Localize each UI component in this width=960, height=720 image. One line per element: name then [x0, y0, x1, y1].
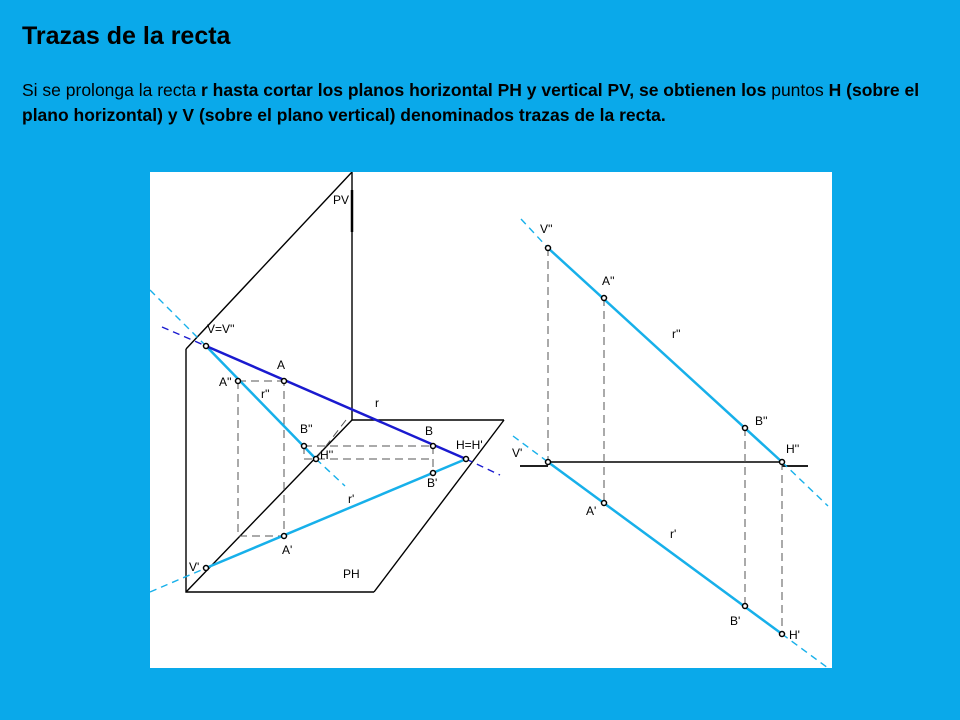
label-a1: A' [586, 504, 597, 518]
point-b1 [431, 471, 436, 476]
label-r1: r' [348, 492, 355, 506]
r2-dashed-end [782, 462, 828, 506]
label-b1: B' [730, 614, 741, 628]
r-extension-dashed [162, 327, 206, 346]
paragraph-text-4: H (sobre el plano horizontal) y V (sobre el plano vertical) denominados trazas de la recta. [22, 80, 920, 125]
label-b2: B'' [300, 422, 313, 436]
point-v1 [204, 566, 209, 571]
point-h2 [780, 460, 785, 465]
paragraph-text-3: puntos [766, 80, 829, 100]
page-title: Trazas de la recta [22, 22, 231, 50]
label-b2: B'' [755, 414, 768, 428]
paragraph-text-2: r hasta cortar los planos horizontal PH y vertical PV, se obtienen los [201, 80, 767, 100]
label-b1: B' [427, 476, 438, 490]
label-v2: V'' [540, 222, 553, 236]
ph-plane-right-edge [374, 420, 504, 592]
point-a [282, 379, 287, 384]
point-h1 [780, 632, 785, 637]
label-r2: r'' [672, 327, 681, 341]
r-extension-dashed-end [466, 459, 500, 475]
r-line [206, 346, 466, 459]
label-r2: r'' [261, 387, 270, 401]
label-a1: A' [282, 543, 293, 557]
point-a2 [236, 379, 241, 384]
description-paragraph [22, 78, 922, 128]
point-b1 [743, 604, 748, 609]
point-v1 [546, 460, 551, 465]
pv-plane-outline [186, 349, 374, 592]
label-h-equals-h1: H=H' [456, 438, 483, 452]
traces-diagram [150, 172, 832, 668]
point-a1 [602, 501, 607, 506]
label-a2: A'' [219, 375, 232, 389]
label-ph: PH [343, 567, 360, 581]
label-v-equals-v2: V=V'' [207, 322, 235, 336]
label-b: B [425, 424, 434, 438]
left-3d-view [150, 172, 504, 592]
point-b [431, 444, 436, 449]
label-r: r [375, 396, 379, 410]
point-v [204, 344, 209, 349]
label-r1: r' [670, 527, 677, 541]
label-h2: H'' [320, 448, 334, 462]
right-orthographic-view [512, 219, 828, 668]
label-pv: PV [333, 193, 350, 207]
label-h1: H' [789, 628, 800, 642]
r2-extension-dashed-end [316, 459, 345, 486]
point-b2 [743, 426, 748, 431]
point-a1 [282, 534, 287, 539]
label-v1: V' [189, 560, 200, 574]
label-h2: H'' [786, 442, 800, 456]
label-v1: V' [512, 446, 523, 460]
label-a: A [277, 358, 286, 372]
point-b2 [302, 444, 307, 449]
label-a2: A'' [602, 274, 615, 288]
point-h2 [314, 457, 319, 462]
point-v2 [546, 246, 551, 251]
figure-panel [150, 172, 832, 668]
paragraph-text-1: Si se prolonga la recta [22, 80, 201, 100]
point-a2 [602, 296, 607, 301]
r2-projection-line [206, 346, 316, 459]
point-h [464, 457, 469, 462]
